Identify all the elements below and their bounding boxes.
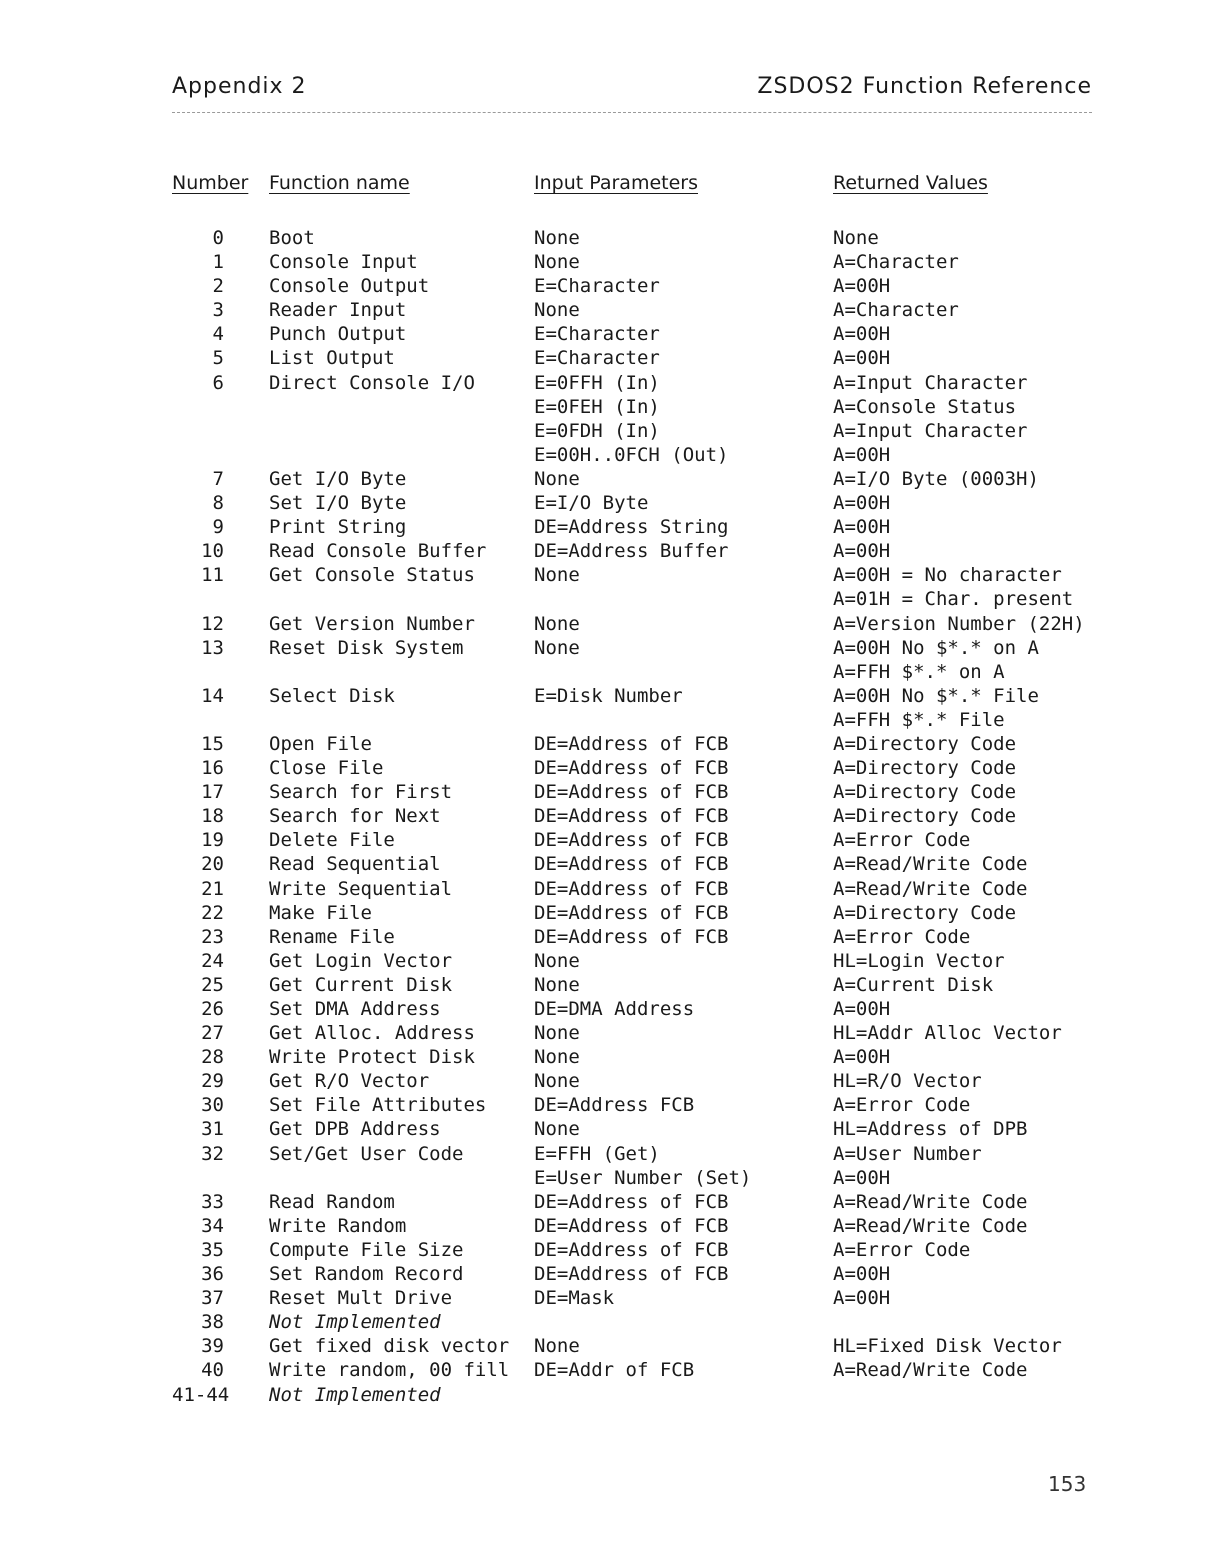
function-number: 23 [201,925,224,948]
function-number: 20 [201,853,224,876]
returned-values: HL=R/O Vector [833,1070,982,1093]
function-number: 21 [201,877,224,900]
function-name: Reset Mult Drive [269,1287,453,1310]
function-number: 22 [201,901,224,924]
input-parameters: None [534,251,580,274]
table-row [172,419,1132,443]
returned-values: A=Read/Write Code [833,853,1028,876]
returned-values: A=Error Code [833,829,971,852]
returned-values: HL=Addr Alloc Vector [833,1022,1062,1045]
input-parameters: DE=Address of FCB [534,781,729,804]
table-row [172,973,1132,997]
function-number: 40 [201,1359,224,1382]
function-number: 31 [201,1118,224,1141]
function-name: Make File [269,901,372,924]
input-parameters: E=0FDH (In) [534,419,660,442]
function-number: 34 [201,1214,224,1237]
returned-values: A=FFH $*.* on A [833,660,1005,683]
returned-values: A=Read/Write Code [833,1214,1028,1237]
table-row [172,1262,1132,1286]
input-parameters: None [534,1046,580,1069]
function-name: Direct Console I/O [269,371,475,394]
function-number: 15 [201,732,224,755]
function-number: 41-44 [172,1383,230,1406]
function-name: Write Sequential [269,877,453,900]
returned-values: A=Directory Code [833,757,1017,780]
function-number: 18 [201,805,224,828]
table-row [172,1334,1132,1358]
returned-values: A=00H [833,998,891,1020]
function-number: 2 [212,275,224,298]
input-parameters: None [534,1022,580,1045]
function-number: 37 [201,1287,224,1310]
function-reference-table [172,168,1132,1407]
table-row [172,804,1132,828]
returned-values: A=Error Code [833,1238,971,1261]
returned-values: A=Input Character [833,419,1028,442]
input-parameters: DE=DMA Address [534,998,695,1020]
function-name: Get Login Vector [269,949,453,972]
function-name: Not Implemented [269,1311,441,1334]
input-parameters: DE=Mask [534,1287,615,1310]
input-parameters: E=0FEH (In) [534,395,660,418]
function-name: Write random, 00 fill [269,1359,510,1382]
input-parameters: DE=Address of FCB [534,1214,729,1237]
column-header-number: Number [172,172,249,194]
table-row [172,1190,1132,1214]
table-header [172,168,1132,226]
returned-values: A=00H No $*.* File [833,684,1039,707]
returned-values: A=00H [833,323,891,346]
input-parameters: None [534,1070,580,1093]
page-header [172,74,1092,108]
returned-values: A=Input Character [833,371,1028,394]
function-number: 26 [201,998,224,1020]
input-parameters: E=Character [534,323,660,346]
table-row [172,660,1132,684]
table-row [172,346,1132,370]
returned-values: A=00H [833,443,891,466]
returned-values: A=00H [833,516,891,539]
input-parameters: DE=Address of FCB [534,1238,729,1261]
input-parameters: None [534,467,580,490]
function-number: 38 [201,1311,224,1334]
input-parameters: DE=Address of FCB [534,853,729,876]
returned-values: A=01H = Char. present [833,588,1074,611]
table-row [172,1310,1132,1334]
function-name: Compute File Size [269,1238,464,1261]
function-number: 6 [212,371,224,394]
function-name: Rename File [269,925,395,948]
function-number: 0 [212,227,224,249]
returned-values: A=Read/Write Code [833,1359,1028,1382]
function-name: Set Random Record [269,1263,464,1286]
input-parameters: None [534,1335,580,1358]
function-name: Get Alloc. Address [269,1022,475,1045]
returned-values: A=Read/Write Code [833,877,1028,900]
table-row [172,587,1132,611]
function-name: Get Version Number [269,612,475,635]
function-name: Delete File [269,829,395,852]
function-name: Get I/O Byte [269,467,407,490]
function-number: 25 [201,973,224,996]
function-number: 33 [201,1190,224,1213]
table-row [172,636,1132,660]
table-row [172,226,1132,250]
function-name: Search for Next [269,805,441,828]
function-name: Console Input [269,251,418,274]
input-parameters: DE=Address of FCB [534,829,729,852]
page-number: 153 [1048,1472,1087,1496]
input-parameters: None [534,612,580,635]
function-number: 30 [201,1094,224,1117]
function-number: 9 [212,516,224,539]
input-parameters: DE=Address of FCB [534,1190,729,1213]
returned-values: A=Console Status [833,395,1017,418]
input-parameters: DE=Address of FCB [534,732,729,755]
input-parameters: E=Character [534,347,660,370]
function-name: Console Output [269,275,430,298]
column-header-name: Function name [269,172,410,194]
returned-values: A=Read/Write Code [833,1190,1028,1213]
table-row [172,1045,1132,1069]
input-parameters: None [534,1118,580,1141]
table-row [172,515,1132,539]
table-row [172,539,1132,563]
returned-values: A=00H [833,275,891,298]
input-parameters: DE=Address String [534,516,729,539]
function-number: 28 [201,1046,224,1069]
table-row [172,1358,1132,1382]
function-name: Get fixed disk vector [269,1335,510,1358]
function-name: Print String [269,516,407,539]
table-row [172,1021,1132,1045]
table-body [172,226,1132,1407]
returned-values: A=Directory Code [833,781,1017,804]
input-parameters: DE=Address of FCB [534,925,729,948]
function-name: Reset Disk System [269,636,464,659]
returned-values: None [833,227,879,249]
returned-values: A=Error Code [833,925,971,948]
returned-values: A=Character [833,299,959,322]
returned-values: A=00H [833,1263,891,1286]
column-header-input: Input Parameters [534,172,698,194]
returned-values: HL=Address of DPB [833,1118,1028,1141]
function-name: Read Console Buffer [269,540,487,563]
function-name: Get DPB Address [269,1118,441,1141]
table-row [172,274,1132,298]
function-number: 5 [212,347,224,370]
function-name: Reader Input [269,299,407,322]
input-parameters: DE=Address of FCB [534,1263,729,1286]
table-row [172,997,1132,1021]
returned-values: A=Directory Code [833,805,1017,828]
input-parameters: DE=Addr of FCB [534,1359,695,1382]
table-row [172,828,1132,852]
input-parameters: E=Disk Number [534,684,683,707]
returned-values: HL=Fixed Disk Vector [833,1335,1062,1358]
table-row [172,491,1132,515]
input-parameters: None [534,949,580,972]
function-name: List Output [269,347,395,370]
input-parameters: E=FFH (Get) [534,1142,660,1165]
function-name: Punch Output [269,323,407,346]
function-number: 10 [201,540,224,563]
input-parameters: None [534,973,580,996]
table-row [172,1117,1132,1141]
function-number: 4 [212,323,224,346]
returned-values: A=FFH $*.* File [833,708,1005,731]
input-parameters: DE=Address of FCB [534,757,729,780]
function-name: Set File Attributes [269,1094,487,1117]
function-name: Write Random [269,1214,407,1237]
table-row [172,708,1132,732]
input-parameters: E=I/O Byte [534,492,649,515]
table-row [172,1069,1132,1093]
input-parameters: DE=Address Buffer [534,540,729,563]
function-name: Set I/O Byte [269,492,407,515]
table-row [172,1166,1132,1190]
function-number: 12 [201,612,224,635]
table-row [172,732,1132,756]
function-name: Get Console Status [269,564,475,587]
table-row [172,443,1132,467]
function-name: Set DMA Address [269,998,441,1020]
returned-values: A=Current Disk [833,973,994,996]
function-number: 17 [201,781,224,804]
function-name: Close File [269,757,384,780]
input-parameters: None [534,299,580,322]
table-row [172,298,1132,322]
input-parameters: E=User Number (Set) [534,1166,752,1189]
function-number: 14 [201,684,224,707]
returned-values: A=Directory Code [833,901,1017,924]
table-row [172,901,1132,925]
returned-values: A=User Number [833,1142,982,1165]
input-parameters: E=0FFH (In) [534,371,660,394]
table-row [172,1142,1132,1166]
input-parameters: E=00H..0FCH (Out) [534,443,729,466]
table-row [172,250,1132,274]
table-row [172,780,1132,804]
table-row [172,684,1132,708]
returned-values: A=00H No $*.* on A [833,636,1039,659]
function-name: Read Random [269,1190,395,1213]
function-number: 39 [201,1335,224,1358]
function-number: 27 [201,1022,224,1045]
table-row [172,1214,1132,1238]
function-number: 35 [201,1238,224,1261]
input-parameters: DE=Address of FCB [534,805,729,828]
function-name: Get R/O Vector [269,1070,430,1093]
table-row [172,1286,1132,1310]
input-parameters: None [534,564,580,587]
function-name: Open File [269,732,372,755]
function-number: 11 [201,564,224,587]
table-row [172,925,1132,949]
function-name: Write Protect Disk [269,1046,475,1069]
function-number: 7 [212,467,224,490]
function-number: 8 [212,492,224,515]
function-name: Select Disk [269,684,395,707]
table-row [172,852,1132,876]
header-left-title: Appendix 2 [172,74,307,99]
returned-values: A=Directory Code [833,732,1017,755]
input-parameters: E=Character [534,275,660,298]
input-parameters: DE=Address of FCB [534,901,729,924]
returned-values: HL=Login Vector [833,949,1005,972]
function-number: 36 [201,1263,224,1286]
returned-values: A=00H [833,347,891,370]
returned-values: A=Version Number (22H) [833,612,1085,635]
function-number: 29 [201,1070,224,1093]
returned-values: A=00H [833,540,891,563]
returned-values: A=00H [833,1046,891,1069]
function-name: Read Sequential [269,853,441,876]
header-rule [172,112,1092,113]
function-number: 1 [212,251,224,274]
returned-values: A=00H [833,1166,891,1189]
function-name: Get Current Disk [269,973,453,996]
returned-values: A=00H [833,1287,891,1310]
function-number: 3 [212,299,224,322]
function-number: 16 [201,757,224,780]
returned-values: A=00H [833,492,891,515]
table-row [172,612,1132,636]
header-right-title: ZSDOS2 Function Reference [757,74,1092,99]
input-parameters: None [534,227,580,249]
returned-values: A=Error Code [833,1094,971,1117]
table-row [172,1238,1132,1262]
table-row [172,877,1132,901]
function-number: 24 [201,949,224,972]
returned-values: A=Character [833,251,959,274]
function-number: 32 [201,1142,224,1165]
function-name: Set/Get User Code [269,1142,464,1165]
table-row [172,467,1132,491]
table-row [172,395,1132,419]
function-name: Search for First [269,781,453,804]
function-name: Not Implemented [269,1383,441,1406]
input-parameters: None [534,636,580,659]
table-row [172,756,1132,780]
input-parameters: DE=Address FCB [534,1094,695,1117]
table-row [172,563,1132,587]
table-row [172,322,1132,346]
function-number: 13 [201,636,224,659]
table-row [172,1383,1132,1407]
table-row [172,949,1132,973]
input-parameters: DE=Address of FCB [534,877,729,900]
returned-values: A=00H = No character [833,564,1062,587]
function-name: Boot [269,227,315,249]
table-row [172,371,1132,395]
function-number: 19 [201,829,224,852]
table-row [172,1093,1132,1117]
returned-values: A=I/O Byte (0003H) [833,467,1039,490]
column-header-returned: Returned Values [833,172,988,194]
